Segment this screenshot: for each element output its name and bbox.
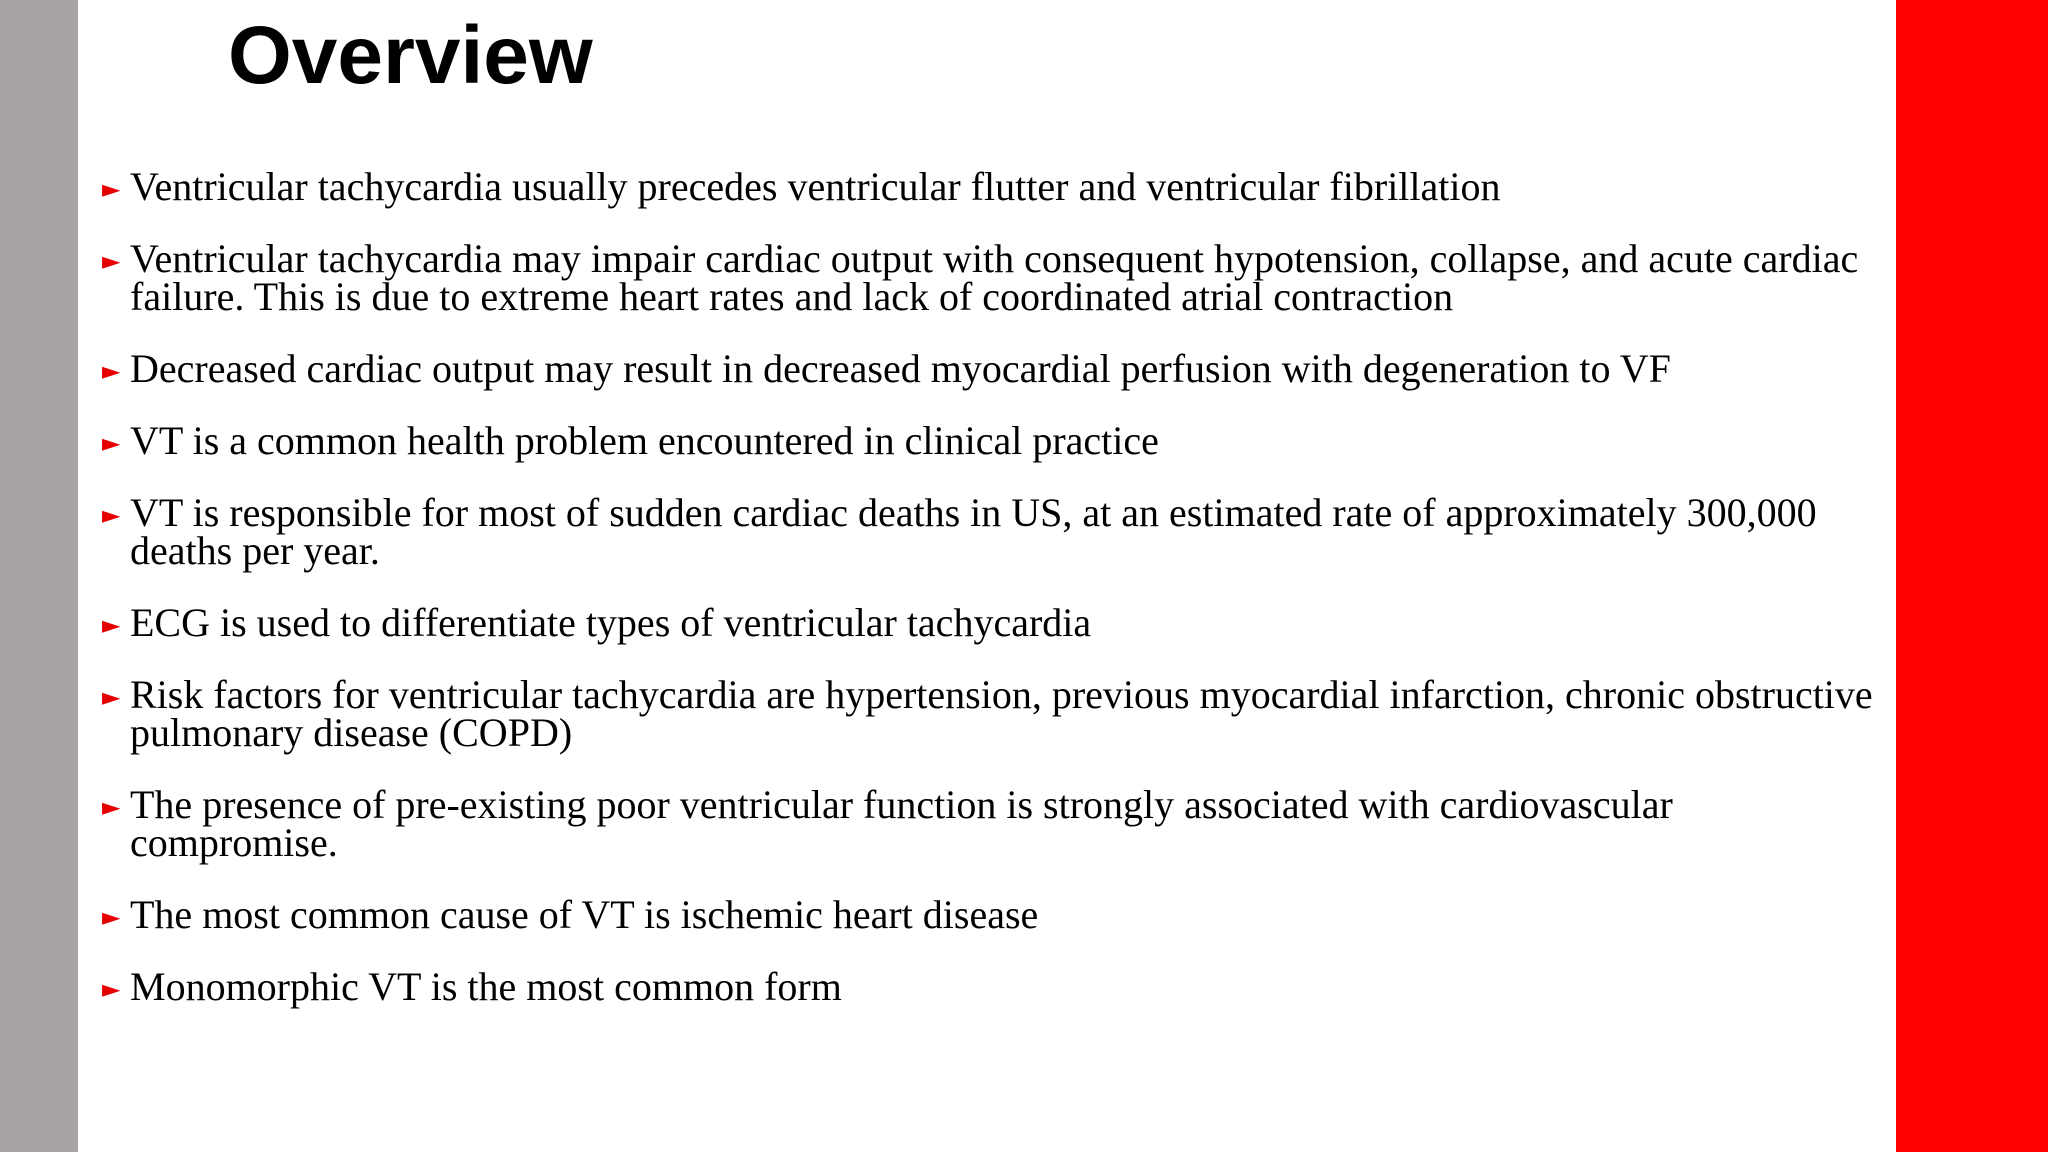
bullet-text: Decreased cardiac output may result in decreased myocardial perfusion with degeneration to VF	[130, 346, 1671, 391]
triangle-bullet-icon: ►	[102, 247, 121, 275]
triangle-bullet-icon: ►	[102, 793, 121, 821]
bullet-item	[100, 236, 1880, 319]
bullet-text: Ventricular tachycardia may impair cardiac output with consequent hypotension, collapse, and acute cardiac failure. This is due to extreme heart rates and lack of coordinated atrial contraction	[130, 236, 1859, 319]
bullet-text: The presence of pre-existing poor ventricular function is strongly associated with cardiovascular compromise.	[130, 782, 1673, 865]
bullet-item	[100, 964, 1880, 1009]
triangle-bullet-icon: ►	[102, 429, 121, 457]
bullet-item	[100, 164, 1880, 209]
bullet-text: Monomorphic VT is the most common form	[130, 964, 842, 1009]
bullet-item	[100, 892, 1880, 937]
triangle-bullet-icon: ►	[102, 357, 121, 385]
triangle-bullet-icon: ►	[102, 975, 121, 1003]
bullet-item	[100, 782, 1880, 865]
triangle-bullet-icon: ►	[102, 611, 121, 639]
bullet-list	[100, 164, 1880, 1040]
bullet-item	[100, 346, 1880, 391]
triangle-bullet-icon: ►	[102, 683, 121, 711]
triangle-bullet-icon: ►	[102, 501, 121, 529]
bullet-item	[100, 672, 1880, 755]
bullet-text: Ventricular tachycardia usually precedes ventricular flutter and ventricular fibrillation	[130, 164, 1501, 209]
left-accent-bar	[0, 0, 78, 1152]
bullet-text: Risk factors for ventricular tachycardia are hypertension, previous myocardial infarction, chronic obstructive pulmonary disease (COPD)	[130, 672, 1873, 755]
slide-title: Overview	[228, 10, 593, 101]
bullet-text: ECG is used to differentiate types of ventricular tachycardia	[130, 600, 1092, 645]
bullet-item	[100, 600, 1880, 645]
bullet-item	[100, 490, 1880, 573]
triangle-bullet-icon: ►	[102, 175, 121, 203]
bullet-text: VT is a common health problem encountered in clinical practice	[130, 418, 1159, 463]
bullet-text: VT is responsible for most of sudden cardiac deaths in US, at an estimated rate of approximately 300,000 deaths per year.	[130, 490, 1817, 573]
triangle-bullet-icon: ►	[102, 903, 121, 931]
bullet-text: The most common cause of VT is ischemic heart disease	[130, 892, 1039, 937]
bullet-item	[100, 418, 1880, 463]
right-accent-bar	[1896, 0, 2048, 1152]
